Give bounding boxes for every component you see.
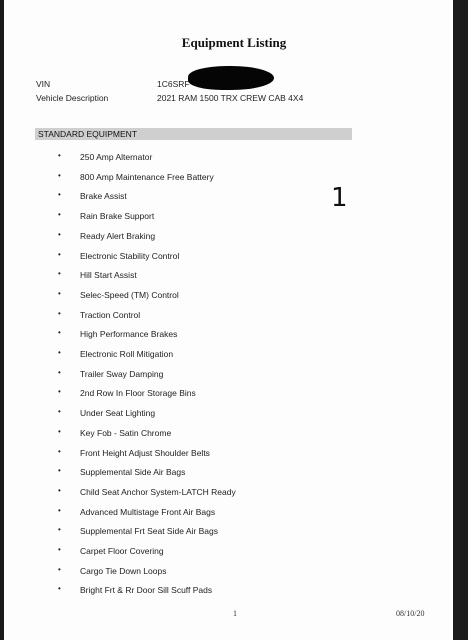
vehicle-description-label: Vehicle Description xyxy=(36,93,109,103)
list-item-text: Cargo Tie Down Loops xyxy=(80,565,167,576)
list-item xyxy=(0,467,400,481)
list-item-text: High Performance Brakes xyxy=(80,329,178,340)
section-header xyxy=(35,128,352,140)
list-item xyxy=(0,448,400,462)
vin-value: 1C6SRF xyxy=(157,79,190,89)
list-item xyxy=(0,329,400,343)
list-item xyxy=(0,388,400,402)
list-item xyxy=(0,231,400,245)
list-item-text: Bright Frt & Rr Door Sill Scuff Pads xyxy=(80,585,213,596)
bullet-icon: • xyxy=(58,485,61,495)
list-item xyxy=(0,251,400,265)
bullet-icon: • xyxy=(58,249,61,259)
document-title: Equipment Listing xyxy=(181,35,287,50)
list-item xyxy=(0,566,400,580)
list-item-text: Traction Control xyxy=(80,309,141,320)
list-item xyxy=(0,191,400,205)
bullet-icon: • xyxy=(58,210,61,220)
list-item xyxy=(0,270,400,284)
list-item-text: Supplemental Frt Seat Side Air Bags xyxy=(80,526,218,537)
bullet-icon: • xyxy=(58,367,61,377)
section-title: STANDARD EQUIPMENT xyxy=(38,129,138,139)
list-item-text: 2nd Row In Floor Storage Bins xyxy=(80,388,196,399)
list-item-text: Supplemental Side Air Bags xyxy=(80,467,186,478)
bullet-icon: • xyxy=(58,545,61,554)
list-item-text: Ready Alert Braking xyxy=(80,230,156,241)
bullet-icon: • xyxy=(58,525,61,535)
bullet-icon: • xyxy=(58,584,61,594)
bullet-icon: • xyxy=(58,190,61,200)
bullet-icon: • xyxy=(58,387,61,397)
vin-label: VIN xyxy=(36,79,51,89)
list-item-text: Electronic Roll Mitigation xyxy=(80,349,174,359)
list-item xyxy=(0,428,400,442)
bullet-icon: • xyxy=(58,348,61,357)
list-item-text: Trailer Sway Damping xyxy=(80,368,164,379)
list-item xyxy=(0,487,400,501)
list-item xyxy=(0,408,400,422)
bullet-icon: • xyxy=(58,328,61,338)
list-item xyxy=(0,349,400,363)
list-item-text: Selec-Speed (TM) Control xyxy=(80,289,179,300)
list-item xyxy=(0,369,400,383)
vehicle-description-value: 2021 RAM 1500 TRX CREW CAB 4X4 xyxy=(157,93,304,103)
list-item-text: Rain Brake Support xyxy=(80,211,155,222)
bullet-icon: • xyxy=(58,446,61,456)
list-item-text: Front Height Adjust Shoulder Belts xyxy=(80,447,210,458)
list-item-text: Child Seat Anchor System-LATCH Ready xyxy=(80,486,236,497)
bullet-icon: • xyxy=(58,308,61,318)
list-item-text: Hill Start Assist xyxy=(80,270,137,281)
redaction-mark xyxy=(188,66,274,90)
list-item-text: Advanced Multistage Front Air Bags xyxy=(80,506,216,517)
list-item-text: 250 Amp Alternator xyxy=(80,152,153,162)
page-number: 1 xyxy=(233,609,237,618)
handwritten-page-number: 1 xyxy=(331,183,348,213)
bullet-icon: • xyxy=(58,269,61,279)
bullet-icon: • xyxy=(58,151,61,160)
list-item xyxy=(0,211,400,225)
list-item xyxy=(0,507,400,521)
list-item-text: Under Seat Lighting xyxy=(80,408,156,419)
list-item xyxy=(0,546,400,560)
bullet-icon: • xyxy=(58,564,61,574)
bullet-icon: • xyxy=(58,288,61,298)
bullet-icon: • xyxy=(58,426,61,436)
list-item xyxy=(0,526,400,540)
bullet-icon: • xyxy=(58,229,61,239)
list-item-text: 800 Amp Maintenance Free Battery xyxy=(80,171,214,182)
list-item xyxy=(0,152,400,166)
list-item xyxy=(0,310,400,324)
list-item-text: Key Fob - Satin Chrome xyxy=(80,427,172,438)
list-item-text: Carpet Floor Covering xyxy=(80,546,164,556)
bullet-icon: • xyxy=(58,466,61,476)
list-item xyxy=(0,290,400,304)
bullet-icon: • xyxy=(58,170,61,180)
list-item xyxy=(0,172,400,186)
list-item-text: Electronic Stability Control xyxy=(80,250,180,261)
bullet-icon: • xyxy=(58,505,61,515)
print-date: 08/10/20 xyxy=(396,609,425,618)
list-item-text: Brake Assist xyxy=(80,191,127,202)
bullet-icon: • xyxy=(58,407,61,417)
list-item xyxy=(0,585,400,599)
